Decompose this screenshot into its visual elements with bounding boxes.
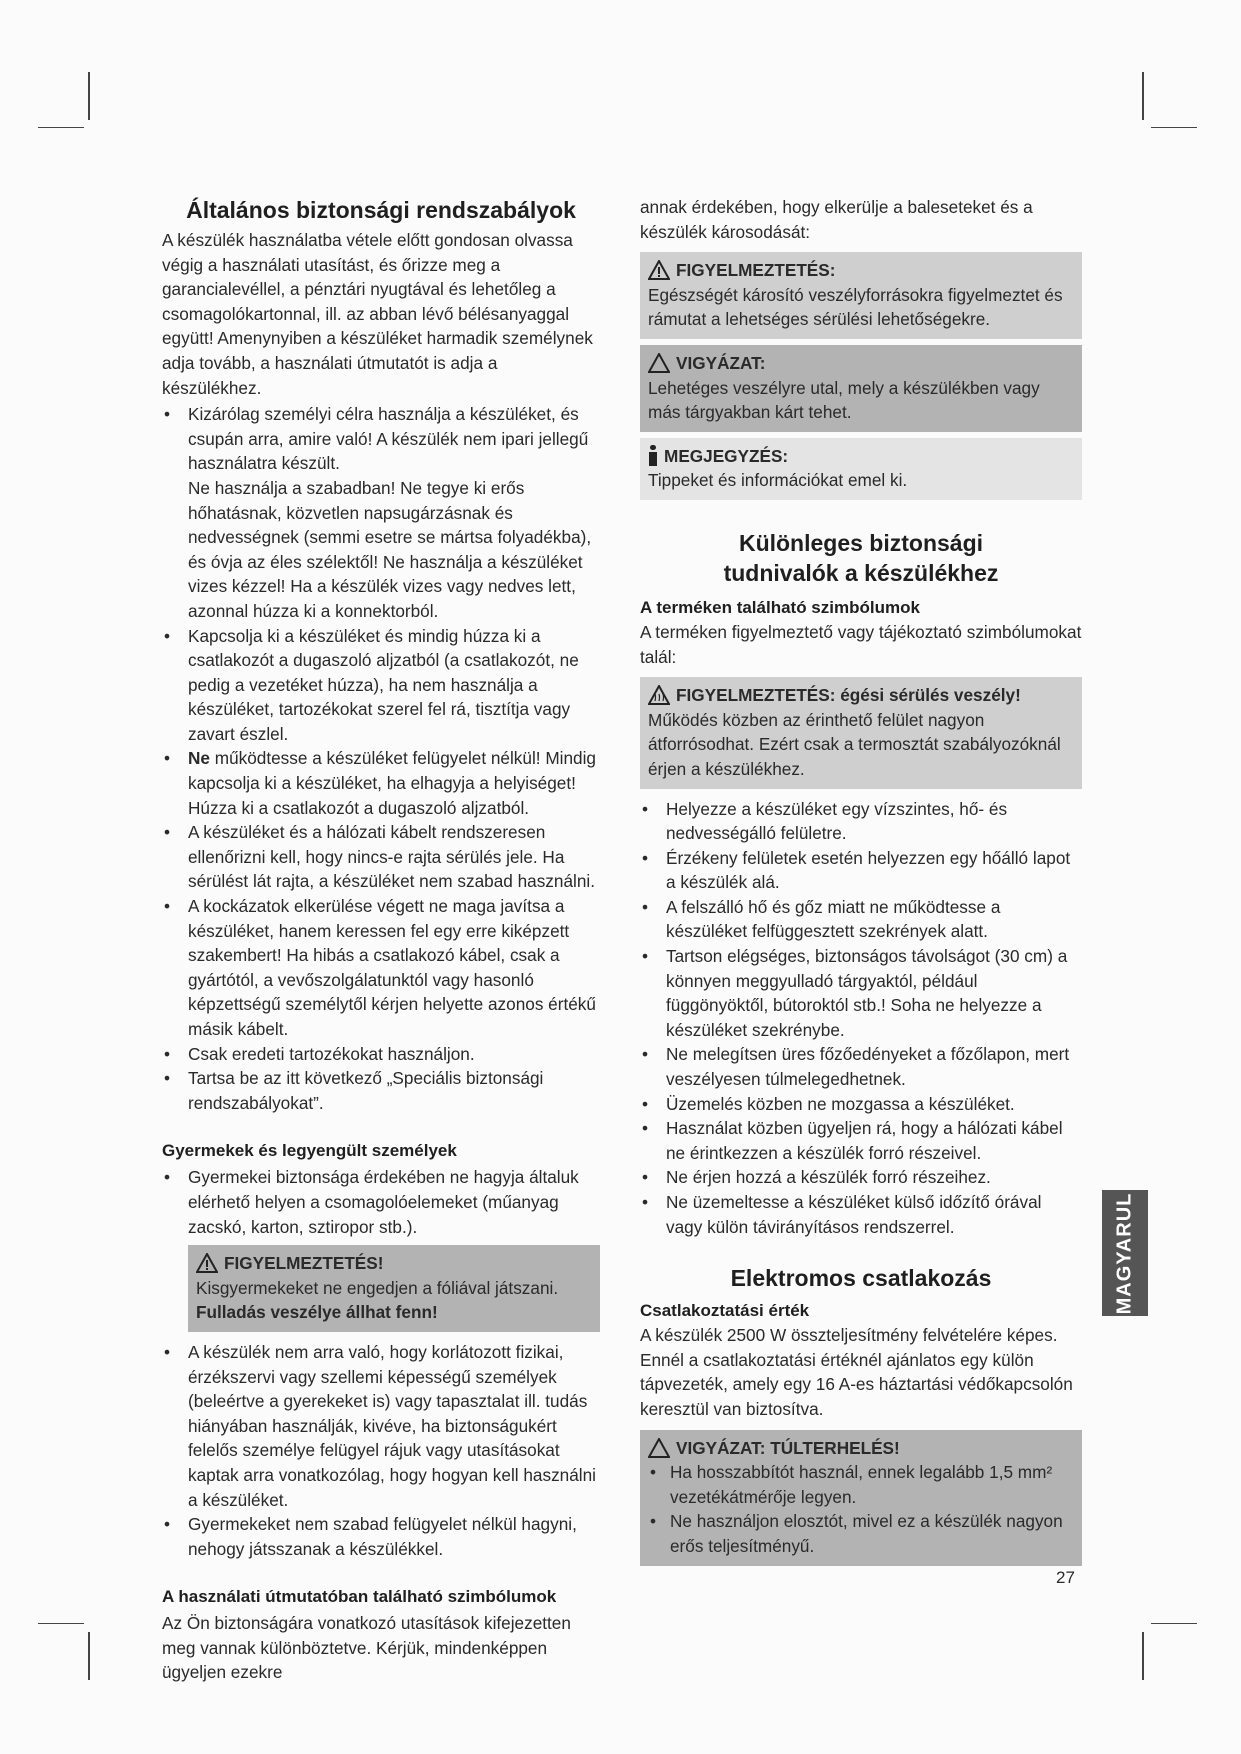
list-item: • Gyermekei biztonsága érdekében ne hagyja általuk elérhető helyen a csomagolóelemeket (műanyag zacskó, karton, sztiropor stb.). (162, 1165, 600, 1239)
children-bullets (162, 1165, 600, 1239)
language-tab: MAGYARUL (1102, 1190, 1148, 1316)
electric-title: Elektromos csatlakozás (730, 1265, 992, 1292)
list-item: • Helyezze a készüléket egy vízszintes, hő- és nedvességálló felületre. (640, 797, 1082, 846)
list-item: • A készüléket és a hálózati kábelt rendszeresen ellenőrizni kell, hogy nincs-e rajta sérülés jele. Ha sérülést lát rajta, a készüléket nem szabad használni. (162, 820, 600, 894)
list-item: • Érzékeny felületek esetén helyezzen egy hőálló lapot a készülék alá. (640, 846, 1082, 895)
special-bullets (640, 797, 1082, 1240)
warning-triangle-icon (648, 260, 670, 280)
list-item: • Ne érjen hozzá a készülék forró részeihez. (640, 1165, 1082, 1190)
right-column (640, 195, 1082, 1566)
list-item: • A kockázatok elkerülése végett ne maga javítsa a készüléket, hanem keressen fel egy erre kiképzett szakembert! Ha hibás a csatlakozó kábel, csak a gyártótól, a vevőszolgálatunktól vagy hasonló képzettségű személytől kérjen helyette azonos értékű másik kábelt. (162, 894, 600, 1042)
note-box: MEGJEGYZÉS: Tippeket és információkat emel ki. (640, 438, 1082, 500)
crop-mark (1142, 72, 1144, 120)
page-title: Általános biztonsági rendszabályok (186, 197, 576, 223)
list-item: • Gyermekeket nem szabad felügyelet nélkül hagyni, nehogy játsszanak a készülékkel. (162, 1512, 600, 1561)
connect-heading: Csatlakoztatási érték (640, 1301, 810, 1321)
left-column (162, 195, 600, 1685)
crop-mark (1142, 1632, 1144, 1680)
special-title: Különleges biztonsági tudnivalók a készülékhez (723, 529, 999, 586)
symbols-heading: A használati útmutatóban található szimbólumok (162, 1587, 557, 1607)
list-item-extra: Ne használja a szabadban! Ne tegye ki erős hőhatásnak, közvetlen napsugárzásnak és nedvességnek (semmi esetre se mártsa folyadékba), és óvja az éles szélektől! Ne használja a készüléket vizes kézzel! Ha a készülék vizes vagy nedves lett, azonnal húzza ki a konnektorból. (188, 477, 592, 621)
page-number: 27 (1056, 1568, 1075, 1587)
caution-triangle-icon (648, 353, 670, 373)
crop-mark (38, 1623, 84, 1624)
burn-warning-box: FIGYELMEZTETÉS: égési sérülés veszély! Működés közben az érinthető felület nagyon átforrósodhat. Ezért csak a termosztát szabályozóknál érjen a készülékhez. (640, 677, 1082, 788)
list-item: • Kapcsolja ki a készüléket és mindig húzza ki a csatlakozót a dugaszoló aljzatból (a csatlakozót, ne pedig a vezetéket húzza), ha nem használja a készüléket, tartozékokat szerel fel rá, tisztítja vagy zavart észlel. (162, 624, 600, 747)
children-bullets-2 (162, 1340, 600, 1561)
list-item: • Ne használjon elosztót, mivel ez a készülék nagyon erős teljesítményű. (648, 1509, 1073, 1558)
hot-surface-icon (648, 685, 670, 705)
list-item: • Ne működtesse a készüléket felügyelet nélkül! Mindig kapcsolja ki a készüléket, ha elhagyja a helyiséget! Húzza ki a csatlakozót a dugaszoló aljzatból. (162, 746, 600, 820)
caution-box: VIGYÁZAT: Lehetéges veszélyre utal, mely a készülékben vagy más tárgyakban kárt tehet. (640, 345, 1082, 432)
caution-triangle-icon (648, 1438, 670, 1458)
list-item: • Ne üzemeltesse a készüléket külső időzítő órával vagy külön távirányításos rendszerrel. (640, 1190, 1082, 1239)
warning-text: Kisgyermekeket ne engedjen a fóliával játszani. (196, 1277, 559, 1298)
warning-bold: Fulladás veszélye állhat fenn! (196, 1302, 438, 1323)
list-item: • Használat közben ügyeljen rá, hogy a hálózati kábel ne érintkezzen a készülék forró részeivel. (640, 1116, 1082, 1165)
list-item: • Kizárólag személyi célra használja a készüléket, és csupán arra, amire való! A készülék nem ipari jellegű használatra készült. Ne használja a szabadban! Ne tegye ki erős hőhatásnak, közvetlen napsugárzásnak és nedvességnek (semmi esetre se mártsa folyadékba), és óvja az éles szélektől! Ne használja a készüléket vizes kézzel! Ha a készülék vizes vagy nedves lett, azonnal húzza ki a konnektorból. (162, 402, 600, 623)
warning-box: FIGYELMEZTETÉS: Egészségét károsító veszélyforrásokra figyelmeztet és rámutat a lehetséges sérülési lehetőségekre. (640, 252, 1082, 339)
symbols-text: Az Ön biztonságára vonatkozó utasítások kifejezetten meg vannak különböztetve. Kérjük, mindenképpen ügyeljen ezekre (162, 1613, 571, 1683)
info-icon (648, 445, 658, 467)
crop-mark (1151, 127, 1197, 128)
crop-mark (38, 127, 84, 128)
overload-box: VIGYÁZAT: TÚLTERHELÉS! • Ha hosszabbítót használ, ennek legalább 1,5 mm² vezetékátmérője legyen. • Ne használjon elosztót, mivel ez a készülék nagyon erős teljesítményű. (640, 1430, 1082, 1566)
continued-text: annak érdekében, hogy elkerülje a baleseteket és a készülék károsodását: (640, 197, 1033, 242)
product-symbols-text: A terméken figyelmeztető vagy tájékoztató szimbólumokat talál: (640, 621, 1082, 667)
list-item: • Tartson elégséges, biztonságos távolságot (30 cm) a könnyen meggyulladó tárgyaktól, például függönyöktől, bútoroktól stb.! Soha ne helyezze a készüléket szekrénybe. (640, 944, 1082, 1042)
general-bullets (162, 402, 600, 1115)
list-item: • Üzemelés közben ne mozgassa a készüléket. (640, 1092, 1082, 1117)
intro-text: A készülék használatba vétele előtt gondosan olvassa végig a használati utasítást, és őrizze meg a garancialevéllel, a pénztári nyugtával és lehetőleg a csomagolókartonnal, ill. az abban lévő bélésanyaggal együtt! Amenynyiben a készüléket harmadik személynek adja tovább, a használati útmutatót is adja a készülékhez. (162, 230, 593, 398)
product-symbols-heading: A terméken található szimbólumok (640, 597, 920, 617)
list-item: • A felszálló hő és gőz miatt ne működtesse a készüléket felfüggesztett szekrények alatt. (640, 895, 1082, 944)
children-heading: Gyermekek és legyengült személyek (162, 1141, 457, 1161)
warning-triangle-icon (196, 1253, 218, 1273)
connect-text: A készülék 2500 W összteljesítmény felvételére képes. Ennél a csatlakoztatási értéknél ajánlatos egy külön tápvezeték, amely egy 16 A-es háztartási védőkapcsolón keresztül van biztosítva. (640, 1325, 1073, 1419)
crop-mark (88, 72, 90, 120)
crop-mark (1151, 1623, 1197, 1624)
warning-box-foil: FIGYELMEZTETÉS! Kisgyermekeket ne engedjen a fóliával játszani. Fulladás veszélye állhat fenn! (188, 1245, 600, 1332)
crop-mark (88, 1632, 90, 1680)
list-item: • Ha hosszabbítót használ, ennek legalább 1,5 mm² vezetékátmérője legyen. (648, 1460, 1073, 1509)
list-item: • Tartsa be az itt következő „Speciális biztonsági rendszabályokat”. (162, 1066, 600, 1115)
list-item: • A készülék nem arra való, hogy korlátozott fizikai, érzékszervi vagy szellemi képességű személyek (beleértve a gyerekeket is) vagy tapasztalat ill. tudás hiányában használják, kivéve, ha biztonságukért felelős személye felügyel rájuk vagy utasításokat kaptak arra vonatkozólag, hogy hogyan kell használni a készüléket. (162, 1340, 600, 1512)
list-item: • Ne melegítsen üres főzőedényeket a főzőlapon, mert veszélyesen túlmelegedhetnek. (640, 1042, 1082, 1091)
list-item: • Csak eredeti tartozékokat használjon. (162, 1042, 600, 1067)
